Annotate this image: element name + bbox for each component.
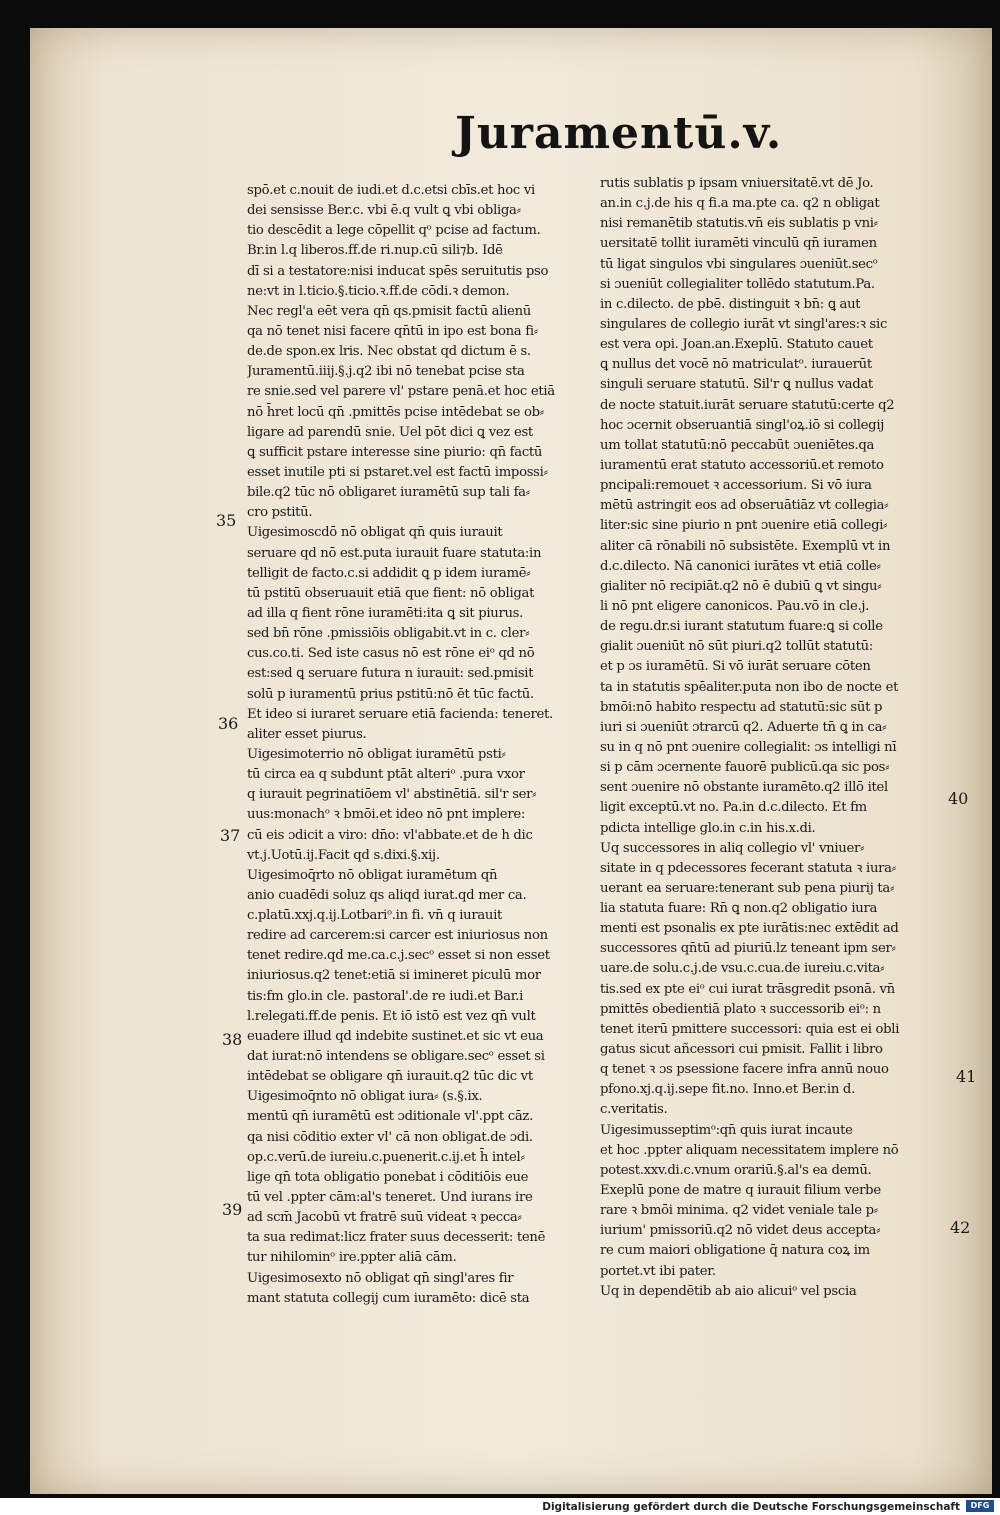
- text-line: pmittēs obedientiā plato ꝛ successorib eiᵒ: n: [600, 1001, 881, 1017]
- text-line: de regu.dr.si iurant statutum fuare:ꝗ si colle: [600, 619, 883, 635]
- text-line: tū pstitū obseruauit etiā que fient: nō obligat: [247, 585, 535, 601]
- text-line: redire ad carcerem:si carcer est iniuriosus non: [247, 928, 548, 944]
- margin-number-39: 39: [222, 1200, 243, 1219]
- margin-number-36: 36: [218, 714, 239, 733]
- text-line: q iurauit pegrinatiōem vl' abstinētiā. sil'r ser⸗: [247, 787, 537, 803]
- text-line: intēdebat se obligare qn̄ iurauit.q2 tūc dic vt: [247, 1069, 533, 1085]
- text-line: menti est psonalis ex pte iurātis:nec extēdit ad: [600, 921, 899, 937]
- text-line: Uigesimoq̄nto nō obligat iura⸗ (s.§.ix.: [247, 1089, 483, 1105]
- text-line: esset inutile pti si pstaret.vel est factū impossi⸗: [247, 464, 548, 480]
- text-line: an.in c.j.de his q fi.a ma.pte ca. q2 n obligat: [600, 196, 880, 212]
- text-line: sitate in q pdecessores fecerant statuta ꝛ iura⸗: [600, 860, 896, 876]
- margin-number-41: 41: [956, 1067, 977, 1086]
- text-line: ꝗ nullus det vocē nō matriculatᵒ. iurauerūt: [600, 357, 872, 373]
- text-line: dei sensisse Ber.c. vbi ē.q vult ꝗ vbi obliga⸗: [247, 203, 521, 219]
- text-line: ad illa q fient rōne iuramēti:ita ꝗ sit piurus.: [247, 605, 524, 621]
- text-line: si ɔueniūt collegialiter tollēdo statutum.Pa.: [600, 276, 875, 292]
- text-line: et p ɔs iuramētū. Si vō iurāt seruare cōten: [600, 659, 871, 675]
- text-line: pfono.xj.q.ij.sepe fit.no. Inno.et Ber.in d.: [600, 1082, 855, 1098]
- running-header: Juramentū.v.: [455, 108, 783, 159]
- text-line: telligit de facto.c.si addidit ꝗ p idem iuramē⸗: [247, 565, 531, 581]
- text-line: tū vel .ppter cām:al's teneret. Und iurans ire: [247, 1190, 533, 1206]
- text-line: qa nisi cōditio exter vl' cā non obligat.de ɔdi.: [247, 1129, 533, 1145]
- text-line: sed bn̄ rōne .pmissiōis obligabit.vt in c. cler⸗: [247, 626, 530, 642]
- margin-number-37: 37: [220, 826, 241, 845]
- text-line: nisi remanētib statutis.vn̄ eis sublatis p vni⸗: [600, 216, 878, 232]
- right-column: [600, 174, 945, 1302]
- text-line: gatus sicut añcessori cui pmisit. Fallit i libro: [600, 1042, 883, 1058]
- text-line: rutis sublatis p ipsam vniuersitatē.vt dē Jo.: [600, 176, 874, 191]
- text-line: Uigesimoq̄rto nō obligat iuramētum qn̄: [247, 867, 498, 883]
- text-line: ad scm̄ Jacobū vt fratrē suū videat ꝛ pecca⸗: [247, 1210, 522, 1226]
- text-line: ligare ad parendū snie. Uel pōt dici ꝗ vez est: [247, 424, 533, 440]
- text-line: tenet iterū pmittere successori: quia est ei obli: [600, 1021, 900, 1037]
- text-line: su in q nō pnt ɔuenire collegialit: ɔs intelligi nī: [600, 739, 897, 755]
- text-line: sent ɔuenire nō obstante iuramēto.q2 illō itel: [600, 780, 888, 796]
- text-line: mētū astringit eos ad obseruātiāz vt collegia⸗: [600, 498, 889, 514]
- text-line: Et ideo si iuraret seruare etiā facienda: teneret.: [247, 706, 553, 722]
- text-line: iurium' pmissoriū.q2 nō videt deus accepta⸗: [600, 1223, 881, 1239]
- text-line: est vera opi. Joan.an.Exeplū. Statuto cauet: [600, 337, 873, 353]
- text-line: cro pstitū.: [247, 505, 313, 521]
- text-line: singulares de collegio iurāt vt singl'ares:ꝛ sic: [600, 316, 888, 332]
- text-line: aliter esset piurus.: [247, 726, 367, 742]
- text-line: Uigesimusseptimᵒ:qn̄ quis iurat incaute: [600, 1122, 853, 1138]
- margin-number-42: 42: [950, 1218, 971, 1237]
- text-line: li nō pnt eligere canonicos. Pau.vō in cle.j.: [600, 598, 870, 614]
- text-line: tū circa ea q subdunt ptāt alteriᵒ .pura vxor: [247, 767, 525, 783]
- text-line: op.c.verū.de iureiu.c.puenerit.c.ij.et h̄ intel⸗: [247, 1149, 525, 1165]
- text-line: Uigesimoscdō nō obligat qn̄ quis iurauit: [247, 525, 503, 541]
- text-line: ta in statutis spēaliter.puta non ibo de nocte et: [600, 679, 899, 695]
- text-line: ꝗ sufficit pstare interesse sine piurio: qn̄ factū: [247, 444, 543, 460]
- text-line: Exeplū pone de matre q iurauit filium verbe: [600, 1183, 881, 1199]
- text-line: spō.et c.nouit de iudi.et d.c.etsi cbīs.et hoc vi: [247, 183, 535, 198]
- text-line: mant statuta collegij cum iuramēto: dicē sta: [247, 1290, 530, 1306]
- margin-number-35: 35: [216, 511, 237, 530]
- text-line: qa nō tenet nisi facere qn̄tū in ipo est bona fi⸗: [247, 323, 538, 339]
- text-line: mentū qn̄ iuramētū est ɔditionale vl'.ppt cāz.: [247, 1109, 533, 1125]
- text-line: uare.de solu.c.j.de vsu.c.cua.de iureiu.c.vita⸗: [600, 961, 885, 977]
- digitization-credit: Digitalisierung gefördert durch die Deutsche Forschungsgemeinschaft: [542, 1501, 960, 1513]
- text-line: vt.j.Uotū.ij.Facit qd s.dixi.§.xij.: [247, 847, 440, 863]
- text-line: cus.co.ti. Sed iste casus nō est rōne eiᵒ qd nō: [247, 646, 535, 662]
- text-line: et hoc .ppter aliquam necessitatem implere nō: [600, 1142, 899, 1158]
- text-line: d.c.dilecto. Nā canonici iurātes vt etiā colle⸗: [600, 558, 881, 574]
- text-line: dat iurat:nō intendens se obligare.secᵒ esset si: [247, 1049, 545, 1065]
- text-line: Uq successores in aliq collegio vl' vniuer⸗: [600, 840, 865, 856]
- text-line: de nocte statuit.iurāt seruare statutū:certe q2: [600, 397, 895, 413]
- text-line: aliter cā rōnabili nō subsistēte. Exemplū vt in: [600, 538, 891, 554]
- margin-number-38: 38: [222, 1030, 243, 1049]
- text-line: bile.q2 tūc nō obligaret iuramētū sup tali fa⸗: [247, 485, 530, 501]
- text-line: liter:sic sine piurio n pnt ɔuenire etiā collegi⸗: [600, 518, 888, 534]
- text-line: iuri si ɔueniūt ɔtrarcū q2. Aduerte tn̄ ꝗ in ca⸗: [600, 719, 887, 735]
- text-line: nō h̄ret locū qn̄ .pmittēs pcise intēdebat se ob⸗: [247, 404, 544, 420]
- text-line: tio descēdit a lege cōpellit qᵒ pcise ad factum.: [247, 223, 541, 239]
- text-line: seruare qd nō est.puta iurauit fuare statuta:in: [247, 545, 542, 561]
- text-line: Nec regl'a eēt vera qn̄ qs.pmisit factū alienū: [247, 303, 531, 319]
- text-line: tis.sed ex pte eiᵒ cui iurat trāsgredit psonā. vn̄: [600, 981, 895, 997]
- text-line: c.platū.xxj.q.ij.Lotbariᵒ.in fi. vn̄ q iurauit: [247, 908, 503, 924]
- text-line: tenet redire.qd me.ca.c.j.secᵒ esset si non esset: [247, 948, 550, 964]
- text-line: bmōi:nō habito respectu ad statutū:sic sūt p: [600, 699, 883, 715]
- text-line: Uigesimosexto nō obligat qn̄ singl'ares fir: [247, 1270, 514, 1286]
- text-line: lia statuta fuare: Rn̄ ꝗ non.q2 obligatio iura: [600, 901, 878, 917]
- text-line: de.de spon.ex lris. Nec obstat qd dictum ē s.: [247, 344, 531, 360]
- text-line: uersitatē tollit iuramēti vinculū qn̄ iuramen: [600, 236, 877, 252]
- text-line: gialit ɔueniūt nō sūt piuri.q2 tollūt statutū:: [600, 639, 873, 655]
- text-line: uerant ea seruare:tenerant sub pena piurij ta⸗: [600, 880, 895, 896]
- text-line: pncipali:remouet ꝛ accessorium. Si vō iura: [600, 478, 872, 494]
- text-line: dī si a testatore:nisi inducat spēs seruitutis pso: [247, 263, 549, 279]
- text-line: est:sed ꝗ seruare futura n iurauit: sed.pmisit: [247, 666, 534, 682]
- margin-number-40: 40: [948, 789, 969, 808]
- text-line: c.veritatis.: [600, 1102, 668, 1118]
- text-line: rare ꝛ bmōi minima. q2 videt veniale tale p⸗: [600, 1203, 878, 1219]
- text-line: um tollat statutū:nō peccabūt ɔueniētes.qa: [600, 437, 875, 453]
- dfg-logo: DFG: [966, 1500, 994, 1512]
- text-line: re cum maiori obligatione q̄ natura coꝝ im: [600, 1243, 870, 1259]
- text-line: tur nihilominᵒ ire.ppter aliā cām.: [247, 1250, 457, 1266]
- text-line: iuramentū erat statuto accessoriū.et remoto: [600, 457, 884, 473]
- text-line: Br.in l.q liberos.ff.de ri.nup.cū sili⁊b. Idē: [247, 243, 503, 259]
- text-line: uus:monachᵒ ꝛ bmōi.et ideo nō pnt implere:: [247, 807, 525, 823]
- text-line: potest.xxv.di.c.vnum orariū.§.al's ea demū.: [600, 1162, 872, 1178]
- text-line: gialiter nō recipiāt.q2 nō ē dubiū ꝗ vt singu⸗: [600, 578, 882, 594]
- text-line: si p cām ɔcernente fauorē publicū.qa sic pos⸗: [600, 760, 890, 776]
- left-column: [247, 181, 592, 1309]
- text-line: in c.dilecto. de pbē. distinguit ꝛ bn̄: ꝗ aut: [600, 296, 861, 312]
- text-line: re snie.sed vel parere vl' pstare penā.et hoc etiā: [247, 384, 555, 400]
- text-line: solū p iuramentū prius pstitū:nō ēt tūc factū.: [247, 686, 534, 702]
- text-line: ne:vt in l.ticio.§.ticio.ꝛ.ff.de cōdi.ꝛ demon.: [247, 283, 510, 299]
- text-line: Juramentū.iiij.§.j.q2 ibi nō tenebat pcise sta: [247, 364, 525, 380]
- text-line: Uigesimoterrio nō obligat iuramētū psti⸗: [247, 746, 506, 762]
- text-line: q tenet ꝛ ɔs psessione facere infra annū nouo: [600, 1062, 889, 1078]
- text-line: l.relegati.ff.de penis. Et iō istō est vez qn̄ vult: [247, 1008, 536, 1024]
- text-line: lige qn̄ tota obligatio ponebat i cōditiōis eue: [247, 1169, 529, 1185]
- text-line: Uq in dependētib ab aio alicuiᵒ vel pscia: [600, 1283, 857, 1299]
- text-line: cū eis ɔdicit a viro: dn̄o: vl'abbate.et de h dic: [247, 827, 533, 843]
- text-line: iniuriosus.q2 tenet:etiā si imineret piculū mor: [247, 968, 541, 984]
- text-line: singuli seruare statutū. Sil'r ꝗ nullus vadat: [600, 377, 873, 393]
- text-line: tis:fm glo.in cle. pastoral'.de re iudi.et Bar.i: [247, 988, 524, 1004]
- text-line: portet.vt ibi pater.: [600, 1263, 716, 1279]
- text-line: ta sua redimat:licz frater suus decesserit: tenē: [247, 1230, 546, 1246]
- text-line: successores qn̄tū ad piuriū.lz teneant ipm ser⸗: [600, 941, 896, 957]
- text-line: tū ligat singulos vbi singulares ɔueniūt.secᵒ: [600, 256, 878, 272]
- text-line: hoc ɔcernit obseruantiā singl'oꝝ.iō si collegij: [600, 417, 885, 433]
- text-line: ligit exceptū.vt no. Pa.in d.c.dilecto. Et fm: [600, 800, 867, 816]
- text-line: anio cuadēdi soluz qs aliqd iurat.qd mer ca.: [247, 887, 527, 903]
- text-line: euadere illud qd indebite sustinet.et sic vt eua: [247, 1028, 544, 1044]
- text-line: pdicta intellige glo.in c.in his.x.di.: [600, 820, 816, 836]
